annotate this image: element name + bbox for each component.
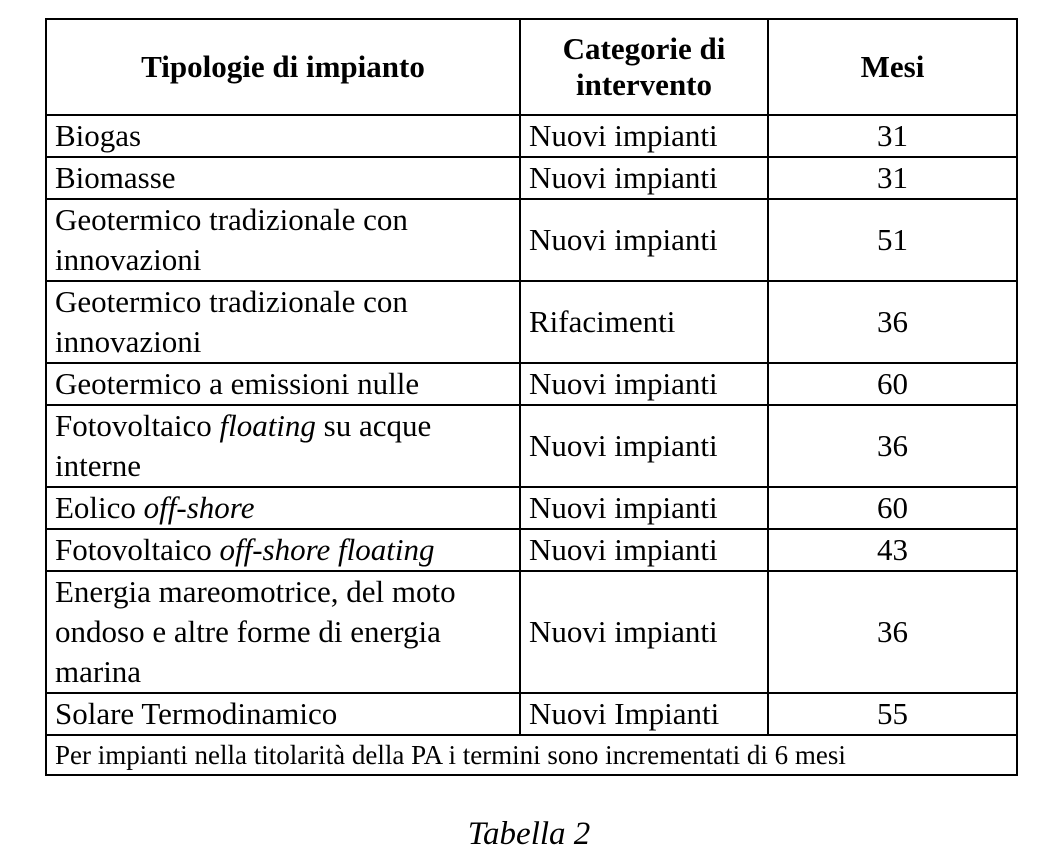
table-row: [46, 571, 1017, 693]
cell-intervention-category: Nuovi impianti: [520, 405, 768, 487]
cell-plant-type: [46, 363, 520, 405]
cell-months: 31: [768, 157, 1017, 199]
plant-type-text: Geotermico tradizionale con innovazioni: [55, 202, 408, 277]
table-row: [46, 693, 1017, 735]
plant-type-text: Geotermico tradizionale con innovazioni: [55, 284, 408, 359]
cell-months: 36: [768, 571, 1017, 693]
cell-months: 60: [768, 363, 1017, 405]
plant-type-text: Eolico: [55, 490, 144, 525]
plant-type-text: Fotovoltaico: [55, 532, 220, 567]
plant-type-text: Fotovoltaico: [55, 408, 220, 443]
plant-type-italic-text: floating: [219, 408, 316, 443]
cell-plant-type: [46, 529, 520, 571]
cell-intervention-category: Nuovi impianti: [520, 487, 768, 529]
header-months: Mesi: [768, 19, 1017, 115]
header-intervention-category: Categorie di intervento: [520, 19, 768, 115]
table-body: [46, 115, 1017, 775]
cell-plant-type: [46, 693, 520, 735]
table-row: [46, 529, 1017, 571]
table-header-row: [46, 19, 1017, 115]
cell-plant-type: [46, 157, 520, 199]
table-row: [46, 199, 1017, 281]
table-footnote: Per impianti nella titolarità della PA i termini sono incrementati di 6 mesi: [46, 735, 1017, 775]
cell-months: 55: [768, 693, 1017, 735]
table-footnote-row: [46, 735, 1017, 775]
plant-type-text: Biogas: [55, 118, 142, 153]
plant-type-italic-text: off-shore floating: [219, 532, 435, 567]
plant-type-text: Biomasse: [55, 160, 176, 195]
table-row: [46, 363, 1017, 405]
cell-intervention-category: Nuovi impianti: [520, 157, 768, 199]
cell-intervention-category: Nuovi impianti: [520, 529, 768, 571]
plant-types-table: [45, 18, 1018, 776]
cell-plant-type: [46, 199, 520, 281]
cell-plant-type: [46, 487, 520, 529]
plant-type-text: Geotermico a emissioni nulle: [55, 366, 420, 401]
cell-months: 36: [768, 281, 1017, 363]
plant-type-text: Energia mareomotrice, del moto ondoso e altre forme di energia marina: [55, 574, 456, 689]
cell-intervention-category: Nuovi impianti: [520, 571, 768, 693]
cell-plant-type: [46, 281, 520, 363]
cell-intervention-category: Nuovi Impianti: [520, 693, 768, 735]
table-row: [46, 487, 1017, 529]
cell-months: 51: [768, 199, 1017, 281]
table-row: [46, 281, 1017, 363]
cell-intervention-category: Nuovi impianti: [520, 199, 768, 281]
plant-type-text: su acque interne: [55, 408, 432, 483]
cell-plant-type: [46, 571, 520, 693]
cell-intervention-category: Nuovi impianti: [520, 115, 768, 157]
cell-intervention-category: Nuovi impianti: [520, 363, 768, 405]
cell-plant-type: [46, 405, 520, 487]
plant-type-text: Solare Termodinamico: [55, 696, 338, 731]
table-row: [46, 157, 1017, 199]
cell-months: 36: [768, 405, 1017, 487]
cell-intervention-category: Rifacimenti: [520, 281, 768, 363]
cell-plant-type: [46, 115, 520, 157]
cell-months: 31: [768, 115, 1017, 157]
table-row: [46, 405, 1017, 487]
table-caption: Tabella 2: [467, 816, 591, 852]
header-plant-type: Tipologie di impianto: [46, 19, 520, 115]
cell-months: 60: [768, 487, 1017, 529]
cell-months: 43: [768, 529, 1017, 571]
plant-type-italic-text: off-shore: [143, 490, 255, 525]
table-row: [46, 115, 1017, 157]
